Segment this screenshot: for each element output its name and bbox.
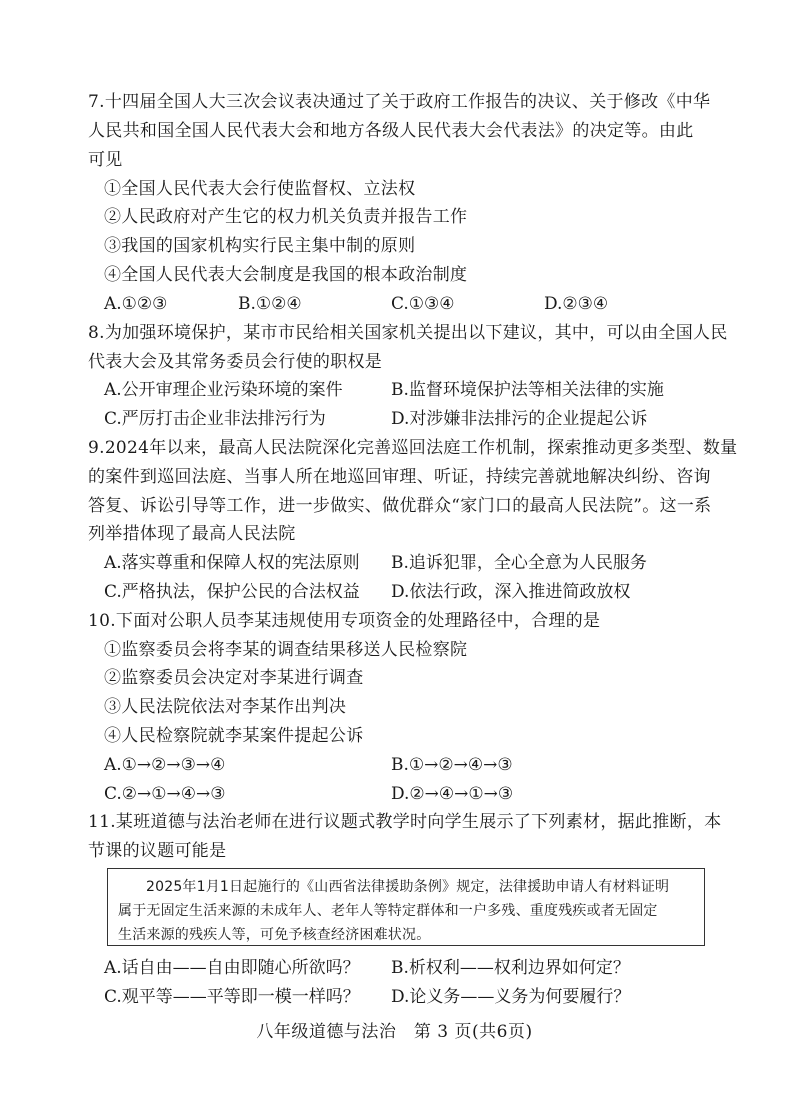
q8-option-b[interactable]: B.监督环境保护法等相关法律的实施 (391, 380, 664, 400)
q10-option-b[interactable]: B.①→②→④→③ (391, 755, 513, 775)
q8-option-a[interactable]: A.公开审理企业污染环境的案件 (104, 380, 343, 400)
q11-option-d[interactable]: D.论义务——义务为何要履行？ (391, 987, 631, 1007)
q10-option-a[interactable]: A.①→②→③→④ (104, 755, 226, 775)
q8-stem-line-2: 代表大会及其常务委员会行使的职权是 (88, 352, 383, 372)
q7-option-d[interactable]: D.②③④ (544, 294, 609, 314)
q9-stem-line-4: 列举措体现了最高人民法院 (88, 524, 296, 544)
page-footer: 八年级道德与法治 第 3 页(共6页) (256, 1022, 533, 1042)
q10-item-3: ③人民法院依法对李某作出判决 (104, 697, 347, 717)
q7-item-4: ④全国人民代表大会制度是我国的根本政治制度 (104, 265, 468, 285)
q10-item-2: ②监察委员会决定对李某进行调查 (104, 668, 364, 688)
q9-option-d[interactable]: D.依法行政，深入推进简政放权 (391, 582, 631, 602)
q10-item-4: ④人民检察院就李某案件提起公诉 (104, 726, 364, 746)
q11-option-c[interactable]: C.观平等——平等即一模一样吗？ (104, 987, 360, 1007)
q9-option-c[interactable]: C.严格执法，保护公民的合法权益 (104, 582, 360, 602)
q7-item-2: ②人民政府对产生它的权力机关负责并报告工作 (104, 207, 468, 227)
q10-option-d[interactable]: D.②→④→①→③ (391, 784, 514, 804)
q11-stem-line-2: 节课的议题可能是 (88, 841, 227, 861)
q7-option-a[interactable]: A.①②③ (104, 294, 168, 314)
q9-option-b[interactable]: B.追诉犯罪，全心全意为人民服务 (391, 553, 647, 573)
q11-option-b[interactable]: B.析权利——权利边界如何定？ (391, 958, 630, 978)
q10-option-c[interactable]: C.②→①→④→③ (104, 784, 226, 804)
q7-stem-line-1: 7.十四届全国人大三次会议表决通过了关于政府工作报告的决议、关于修改《中华 (88, 92, 711, 112)
q7-option-c[interactable]: C.①③④ (391, 294, 455, 314)
q9-stem-line-1: 9.2024年以来，最高人民法院深化完善巡回法庭工作机制，探索推动更多类型、数量 (88, 438, 738, 458)
q11-material-line-3: 生活来源的残疾人等，可免予核查经济困难状况。 (118, 927, 431, 943)
q8-option-d[interactable]: D.对涉嫌非法排污的企业提起公诉 (391, 409, 648, 429)
q7-stem-line-2: 人民共和国全国人民代表大会和地方各级人民代表大会代表法》的决定等。由此 (88, 121, 694, 141)
q10-item-1: ①监察委员会将李某的调查结果移送人民检察院 (104, 640, 468, 660)
q8-option-c[interactable]: C.严厉打击企业非法排污行为 (104, 409, 326, 429)
q10-stem: 10.下面对公职人员李某违规使用专项资金的处理路径中，合理的是 (88, 611, 601, 631)
q7-option-b[interactable]: B.①②④ (238, 294, 302, 314)
q11-option-a[interactable]: A.话自由——自由即随心所欲吗？ (104, 958, 360, 978)
q9-stem-line-2: 的案件到巡回法庭、当事人所在地巡回审理、听证，持续完善就地解决纠纷、咨询 (88, 467, 711, 487)
q7-stem-line-3: 可见 (88, 150, 123, 170)
q7-item-1: ①全国人民代表大会行使监督权、立法权 (104, 179, 416, 199)
q9-option-a[interactable]: A.落实尊重和保障人权的宪法原则 (104, 553, 360, 573)
q8-stem-line-1: 8.为加强环境保护，某市市民给相关国家机关提出以下建议，其中，可以由全国人民 (88, 323, 728, 343)
q9-stem-line-3: 答复、诉讼引导等工作，进一步做实、做优群众“家门口的最高人民法院”。这一系 (88, 496, 712, 516)
q7-item-3: ③我国的国家机构实行民主集中制的原则 (104, 236, 416, 256)
q11-material-line-1: 2025年1月1日起施行的《山西省法律援助条例》规定，法律援助申请人有材料证明 (146, 879, 670, 895)
q11-material-line-2: 属于无固定生活来源的未成年人、老年人等特定群体和一户多残、重度残疾或者无固定 (118, 903, 658, 919)
q11-material-box (107, 868, 705, 946)
q11-stem-line-1: 11.某班道德与法治老师在进行议题式教学时向学生展示了下列素材，据此推断，本 (88, 812, 722, 832)
